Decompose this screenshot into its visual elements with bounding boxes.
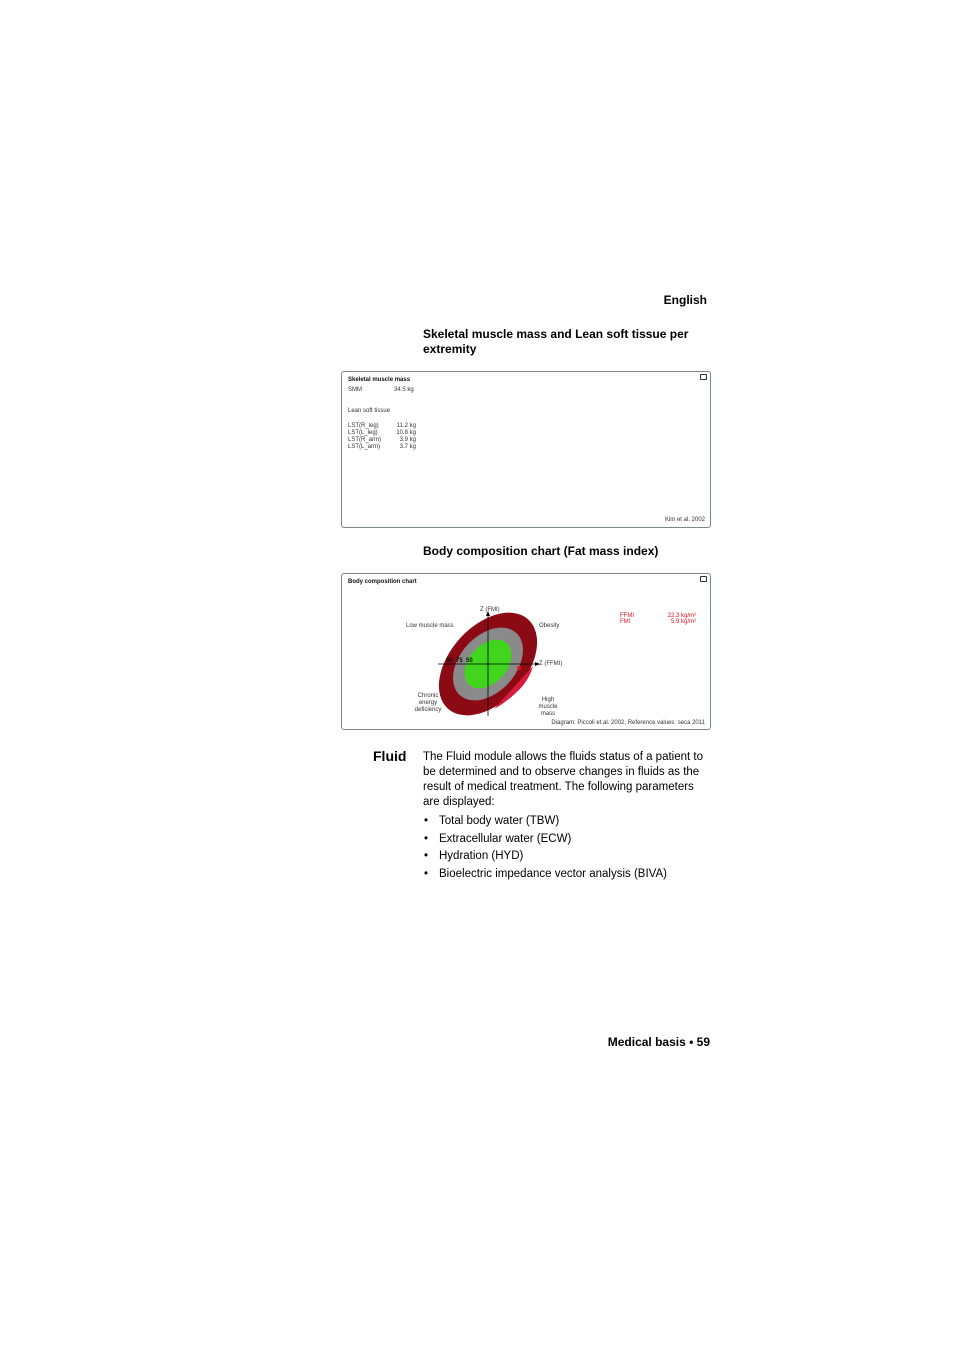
fluid-parameter-list xyxy=(423,815,667,885)
list-item: • Hydration (HYD) xyxy=(423,850,667,868)
lst-title: Lean soft tissue xyxy=(348,408,391,414)
lst-value: 3.7 kg xyxy=(399,444,416,450)
percentile-label-95: 95 xyxy=(446,658,453,664)
smm-value: 34.5 kg xyxy=(394,387,414,393)
lst-row: LST(L_arm) xyxy=(348,444,381,450)
list-item: • Total body water (TBW) xyxy=(423,815,667,833)
lst-row: LST(R_leg) xyxy=(348,423,379,429)
body-composition-graph xyxy=(342,574,710,729)
percentile-label-75: 75 xyxy=(456,658,463,664)
patient-value-point xyxy=(517,666,521,670)
quadrant-chronic-energy-deficiency: Chronic energy deficiency xyxy=(414,693,442,713)
percentile-label-50: 50 xyxy=(466,658,473,664)
panel-menu-icon[interactable] xyxy=(700,374,707,380)
x-axis-label: Z (FFMI) xyxy=(539,661,563,667)
source-note: Kim et al. 2002 xyxy=(664,517,705,523)
smm-label: SMM xyxy=(348,387,362,393)
ffmi-value: 22.3 kg/m² xyxy=(667,613,696,619)
ffmi-label: FFMI xyxy=(620,613,634,619)
panel-title: Skeletal muscle mass xyxy=(348,377,411,383)
fluid-heading: Fluid xyxy=(373,748,407,764)
y-axis-label: Z (FMI) xyxy=(480,607,500,613)
panel-title: Body composition chart xyxy=(348,579,417,585)
lst-value: 10.8 kg xyxy=(396,430,416,436)
list-item: • Extracellular water (ECW) xyxy=(423,833,667,851)
skeletal-muscle-panel xyxy=(341,371,711,528)
page-footer: Medical basis • 59 xyxy=(607,1035,710,1049)
section-heading-skeletal-muscle: Skeletal muscle mass and Lean soft tissue per extremity xyxy=(423,327,689,356)
quadrant-high-muscle-mass: High muscle mass xyxy=(538,697,558,717)
section-heading-body-composition: Body composition chart (Fat mass index) xyxy=(423,544,659,558)
lst-value: 3.9 kg xyxy=(399,437,416,443)
lst-row: LST(R_arm) xyxy=(348,437,382,443)
fluid-paragraph: The Fluid module allows the fluids status of a patient to be determined and to observe changes in fluids as the result of medical treatment. The following parameters are displayed: xyxy=(423,751,703,808)
fmi-value: 5.9 kg/m² xyxy=(670,619,696,625)
body-composition-panel xyxy=(341,573,711,730)
quadrant-obesity: Obesity xyxy=(539,623,560,629)
fmi-label: FMI xyxy=(620,619,631,625)
source-note: Diagram: Piccoli et al. 2002, Reference values: seca 2011 xyxy=(551,720,705,726)
lst-value: 11.2 kg xyxy=(396,423,416,429)
lst-row: LST(L_leg) xyxy=(348,430,378,436)
quadrant-low-muscle-mass: Low muscle mass xyxy=(406,623,454,629)
language-label: English xyxy=(663,293,707,307)
list-item: • Bioelectric impedance vector analysis (BIVA) xyxy=(423,868,667,886)
